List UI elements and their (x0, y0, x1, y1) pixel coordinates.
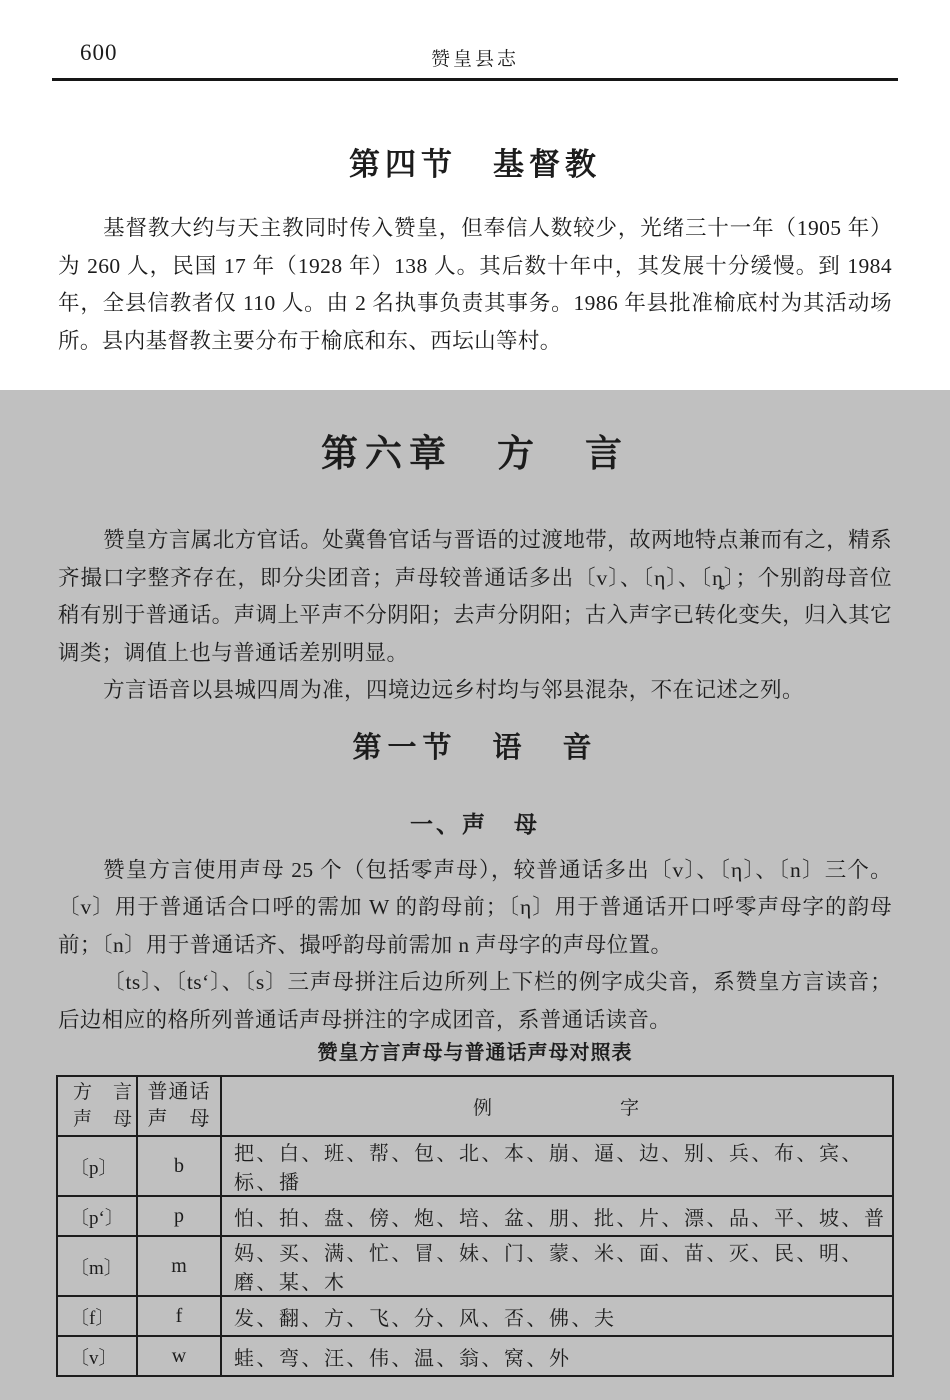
cell-example-characters: 怕、拍、盘、傍、炮、培、盆、朋、批、片、漂、品、平、坡、普 (221, 1196, 893, 1236)
cell-mandarin-initial: f (137, 1296, 221, 1336)
cell-example-characters: 妈、买、满、忙、冒、妹、门、蒙、米、面、苗、灭、民、明、磨、某、木 (221, 1236, 893, 1296)
section-title-christianity: 第四节 基督教 (349, 147, 601, 182)
white-page-section (0, 0, 950, 390)
cell-mandarin-initial: b (137, 1136, 221, 1196)
dialect-paragraph-2: 方言语音以县城四周为准，四境边远乡村均与邻县混杂，不在记述之列。 (103, 678, 804, 702)
cell-dialect-initial: 〔v〕 (57, 1336, 137, 1376)
table-row (57, 1136, 893, 1196)
cell-example-characters: 把、白、班、帮、包、北、本、崩、逼、边、别、兵、布、宾、标、播 (221, 1136, 893, 1196)
header-rule (52, 78, 898, 81)
header-dialect-line2: 声 母 (72, 1109, 133, 1130)
gray-page-section (0, 390, 950, 1400)
dialect-paragraph-1: 赞皇方言属北方官话。处冀鲁官话与晋语的过渡地带，故两地特点兼而有之，精系齐撮口字整齐存在，即分尖团音；声母较普通话多出〔v〕、〔η〕、〔ȵ〕；个别韵母音位稍有别于普通话。声调上平声不分阴阳；去声分阴阳；古入声字已转化变失，归入其它调类；调值上也与普通话差别明显。 (58, 528, 892, 665)
table-row (57, 1236, 893, 1296)
initials-comparison-table (56, 1075, 894, 1377)
cell-dialect-initial: 〔m〕 (57, 1236, 137, 1296)
header-dialect-line1: 方 言 (72, 1082, 133, 1103)
header-examples: 例 字 (221, 1076, 893, 1136)
subsection-title-initials: 一、声 母 (410, 810, 540, 837)
table-row (57, 1296, 893, 1336)
cell-mandarin-initial: p (137, 1196, 221, 1236)
cell-mandarin-initial: m (137, 1236, 221, 1296)
initials-paragraph-2: 〔ts〕、〔ts‘〕、〔s〕三声母拼注后边所列上下栏的例字成尖音，系赞皇方言读音；后边相应的格所列普通话声母拼注的字成团音，系普通话读音。 (58, 970, 892, 1032)
running-title: 赞皇县志 (430, 49, 519, 70)
table-title: 赞皇方言声母与普通话声母对照表 (317, 1042, 633, 1064)
cell-example-characters: 蛙、弯、汪、伟、温、翁、窝、外 (221, 1336, 893, 1376)
cell-dialect-initial: 〔p‘〕 (57, 1196, 137, 1236)
header-mandarin-line2: 声 母 (147, 1108, 211, 1130)
table-header-row (57, 1076, 893, 1136)
page-number: 600 (80, 40, 118, 65)
table-row (57, 1336, 893, 1376)
cell-dialect-initial: 〔f〕 (57, 1296, 137, 1336)
cell-dialect-initial: 〔p〕 (57, 1136, 137, 1196)
cell-example-characters: 发、翻、方、飞、分、风、否、佛、夫 (221, 1296, 893, 1336)
page-header (0, 0, 950, 70)
cell-mandarin-initial: w (137, 1336, 221, 1376)
table-row (57, 1196, 893, 1236)
section-title-phonetics: 第一节 语 音 (352, 731, 598, 764)
header-dialect-initial (57, 1076, 137, 1136)
header-mandarin-initial (137, 1076, 221, 1136)
header-mandarin-line1: 普通话 (147, 1081, 211, 1103)
chapter-title-dialect: 第六章 方 言 (321, 433, 629, 474)
christianity-paragraph: 基督教大约与天主教同时传入赞皇，但奉信人数较少，光绪三十一年（1905 年）为 260 人，民国 17 年（1928 年）138 人。其后数十年中，其发展十分缓慢。到 1984 年，全县信教者仅 110 人。由 2 名执事负责其事务。1986 年县批准榆底村为其活动场所。县内基督教主要分布于榆底和东、西坛山等村。 (58, 216, 892, 353)
initials-paragraph-1: 赞皇方言使用声母 25 个（包括零声母），较普通话多出〔v〕、〔η〕、〔n〕三个。〔v〕用于普通话合口呼的需加 W 的韵母前；〔η〕用于普通话开口呼零声母字的韵母前；〔n〕用于普通话齐、撮呼韵母前需加 n 声母字的声母位置。 (58, 857, 892, 957)
